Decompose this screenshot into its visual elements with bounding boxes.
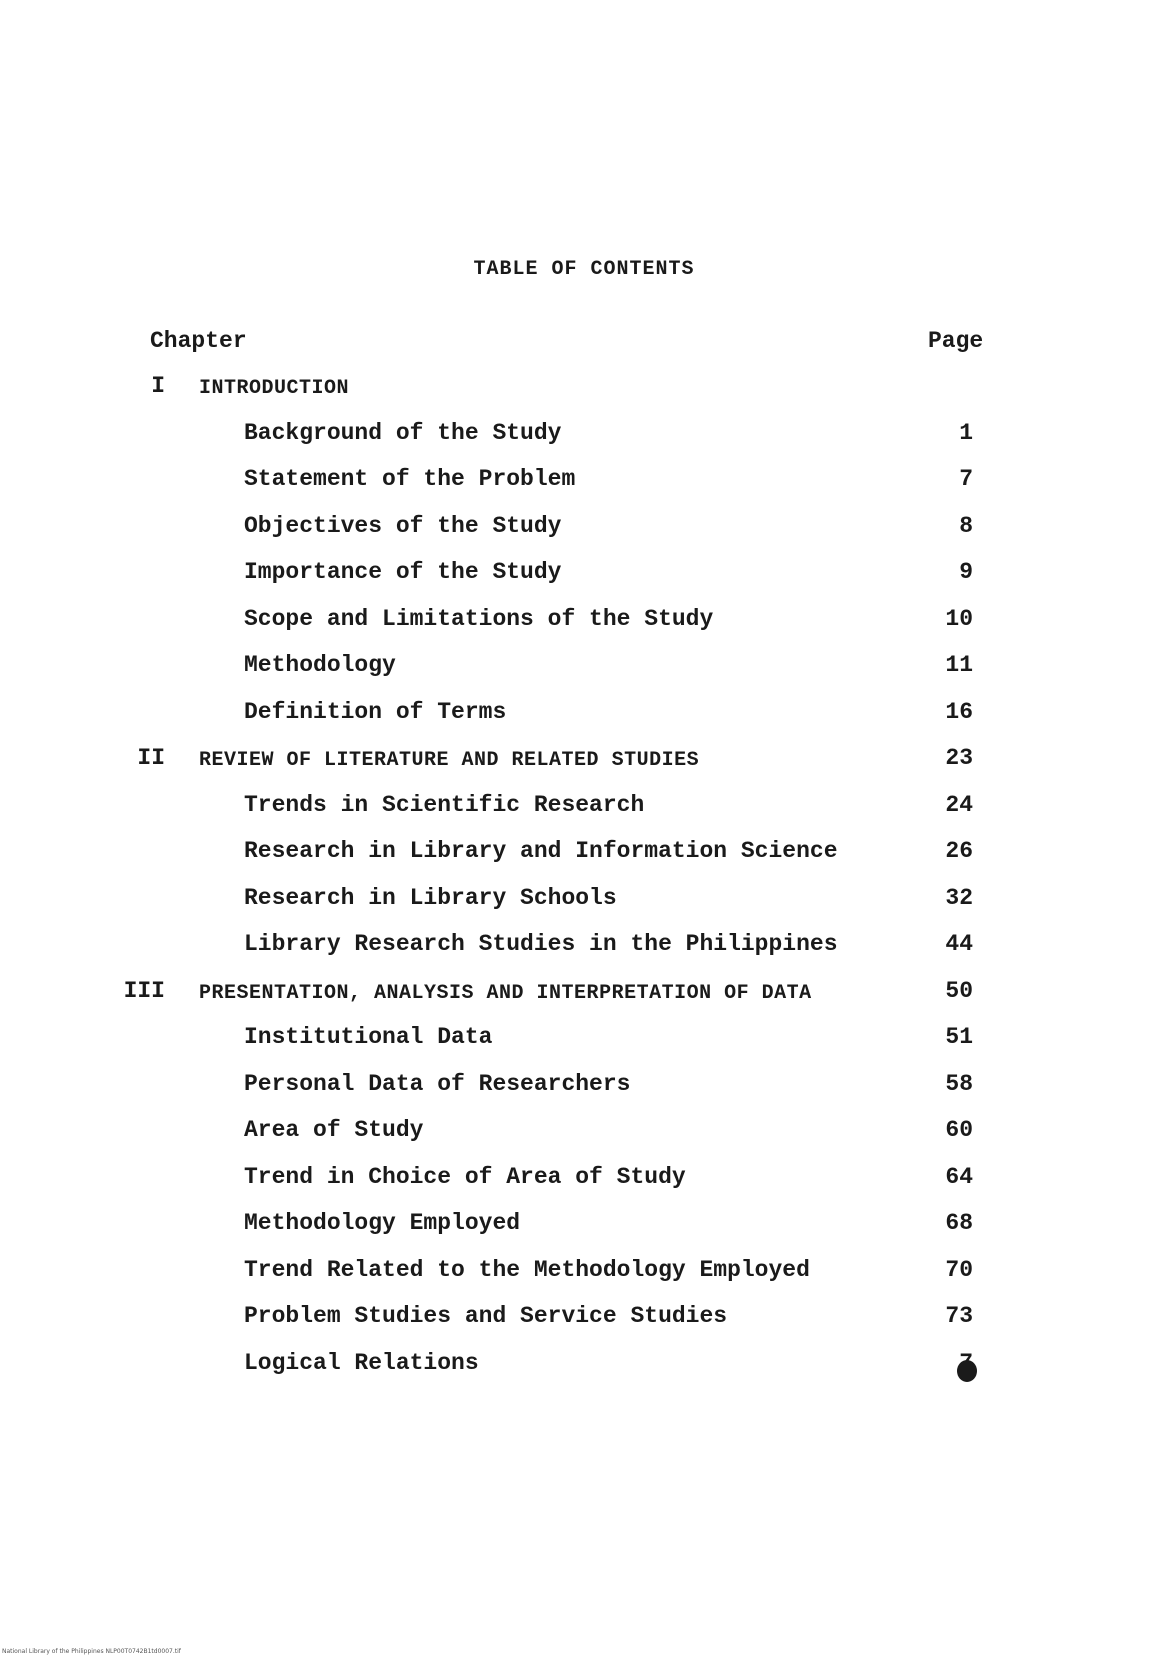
toc-section-row: [0, 1024, 1168, 1056]
page-number: 7: [959, 466, 973, 492]
chapter-number: I: [151, 373, 165, 399]
page-number: 32: [945, 885, 973, 911]
toc-section-row: [0, 1117, 1168, 1149]
page-title: TABLE OF CONTENTS: [473, 258, 695, 281]
chapter-number: II: [137, 745, 165, 771]
page-number: 51: [945, 1024, 973, 1050]
section-title: Definition of Terms: [244, 699, 507, 725]
page-number: 64: [945, 1164, 973, 1190]
toc-section-row: [0, 1164, 1168, 1196]
page-number: 73: [945, 1303, 973, 1329]
page-number: 58: [945, 1071, 973, 1097]
toc-section-row: [0, 792, 1168, 824]
page-number: 16: [945, 699, 973, 725]
toc-section-row: [0, 885, 1168, 917]
toc-section-row: [0, 1210, 1168, 1242]
section-title: Background of the Study: [244, 420, 562, 446]
section-title: Research in Library Schools: [244, 885, 617, 911]
toc-section-row: [0, 466, 1168, 498]
chapter-number: III: [123, 978, 165, 1004]
toc-chapter-row: [0, 745, 1168, 777]
page-number: 1: [959, 420, 973, 446]
toc-section-row: [0, 1071, 1168, 1103]
chapter-title: REVIEW OF LITERATURE AND RELATED STUDIES: [199, 749, 700, 772]
toc-section-row: [0, 559, 1168, 591]
section-title: Trend Related to the Methodology Employed: [244, 1257, 810, 1283]
section-title: Institutional Data: [244, 1024, 493, 1050]
page-number: 60: [945, 1117, 973, 1143]
page-number: 8: [959, 513, 973, 539]
page-number: 11: [945, 652, 973, 678]
section-title: Library Research Studies in the Philippines: [244, 931, 838, 957]
chapter-title: INTRODUCTION: [199, 377, 350, 400]
section-title: Importance of the Study: [244, 559, 562, 585]
page-column-header: Page: [928, 328, 984, 354]
section-title: Problem Studies and Service Studies: [244, 1303, 728, 1329]
toc-section-row: [0, 1350, 1168, 1382]
scan-footer: National Library of the Philippines NLP00T0742B1td0007.tif: [2, 1648, 181, 1655]
toc-chapter-row: [0, 373, 1168, 405]
page-number: 70: [945, 1257, 973, 1283]
section-title: Trends in Scientific Research: [244, 792, 645, 818]
section-title: Statement of the Problem: [244, 466, 576, 492]
section-title: Methodology Employed: [244, 1210, 521, 1236]
toc-section-row: [0, 513, 1168, 545]
page-number: 23: [945, 745, 973, 771]
toc-section-row: [0, 606, 1168, 638]
toc-section-row: [0, 420, 1168, 452]
section-title: Objectives of the Study: [244, 513, 562, 539]
page-number: 24: [945, 792, 973, 818]
ink-blot: [957, 1360, 977, 1382]
section-title: Area of Study: [244, 1117, 424, 1143]
toc-section-row: [0, 1303, 1168, 1335]
section-title: Personal Data of Researchers: [244, 1071, 631, 1097]
toc-section-row: [0, 838, 1168, 870]
page-number: 10: [945, 606, 973, 632]
page-number: 26: [945, 838, 973, 864]
section-title: Scope and Limitations of the Study: [244, 606, 714, 632]
section-title: Research in Library and Information Science: [244, 838, 838, 864]
page-number: 9: [959, 559, 973, 585]
toc-section-row: [0, 652, 1168, 684]
chapter-column-header: Chapter: [150, 328, 247, 354]
toc-section-row: [0, 1257, 1168, 1289]
toc-chapter-row: [0, 978, 1168, 1010]
section-title: Methodology: [244, 652, 396, 678]
toc-section-row: [0, 931, 1168, 963]
page-number: 44: [945, 931, 973, 957]
section-title: Logical Relations: [244, 1350, 479, 1376]
page-number: 68: [945, 1210, 973, 1236]
toc-section-row: [0, 699, 1168, 731]
chapter-title: PRESENTATION, ANALYSIS AND INTERPRETATION OF DATA: [199, 982, 812, 1005]
page-number: 50: [945, 978, 973, 1004]
section-title: Trend in Choice of Area of Study: [244, 1164, 686, 1190]
